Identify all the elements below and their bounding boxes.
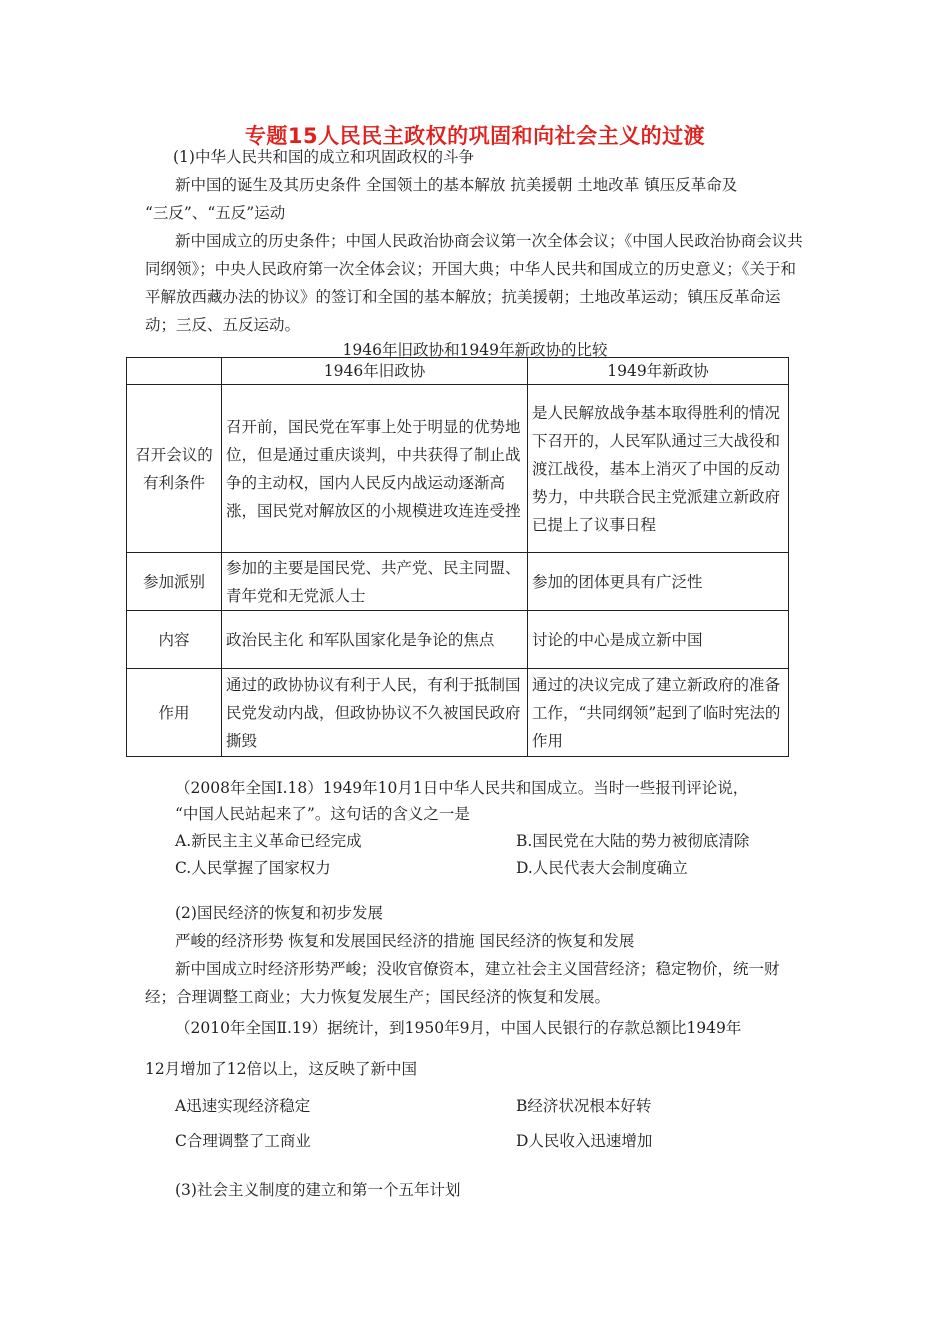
row-old-cell: 召开前，国民党在军事上处于明显的优势地位，但是通过重庆谈判，中共获得了制止战争的主动权，国内人民反内战运动逐渐高涨，国民党对解放区的小规模进攻连连受挫 [222,385,528,553]
section3-heading: (3)社会主义制度的建立和第一个五年计划 [175,1181,461,1199]
question1-option-c: C.人民掌握了国家权力 [175,859,331,877]
row-label: 作用 [127,669,222,757]
table-header-old: 1946年旧政协 [222,358,528,385]
question2-option-b: B经济状况根本好转 [516,1097,652,1115]
question2-option-c: C合理调整了工商业 [175,1132,311,1150]
section2-content: 新中国成立时经济形势严峻；没收官僚资本，建立社会主义国营经济；稳定物价，统一财经；合理调整工商业；大力恢复发展生产；国民经济的恢复和发展。 [145,960,780,1006]
table-caption: 1946年旧政协和1949年新政协的比较 [342,341,608,359]
table-row [127,611,789,669]
table-row [127,385,789,553]
question1-option-a: A.新民主主义革命已经完成 [175,832,362,850]
table-header-row [127,358,789,385]
page-title: 专题15人民民主政权的巩固和向社会主义的过渡 [244,124,706,148]
section2-heading: (2)国民经济的恢复和初步发展 [175,904,383,922]
question2-option-d: D人民收入迅速增加 [516,1132,653,1150]
question2-stem-line1: （2010年全国Ⅱ.19）据统计，到1950年9月，中国人民银行的存款总额比1949年 [175,1019,742,1037]
section1-topics-line1: 新中国的诞生及其历史条件 全国领土的基本解放 抗美援朝 土地改革 镇压反革命及 [175,176,738,194]
row-old-cell: 参加的主要是国民党、共产党、民主同盟、青年党和无党派人士 [222,553,528,611]
question1-stem-line1: （2008年全国Ⅰ.18）1949年10月1日中华人民共和国成立。当时一些报刊评论说， [175,779,749,797]
section2-topics: 严峻的经济形势 恢复和发展国民经济的措施 国民经济的恢复和发展 [175,932,635,950]
question1-stem-line2: “中国人民站起来了”。这句话的含义之一是 [175,805,470,823]
table-header-empty [127,358,222,385]
row-label: 召开会议的有利条件 [127,385,222,553]
table-header-new: 1949年新政协 [528,358,789,385]
question1-option-d: D.人民代表大会制度确立 [516,859,688,877]
row-new-cell: 参加的团体更具有广泛性 [528,553,789,611]
row-label: 内容 [127,611,222,669]
question2-stem-line2: 12月增加了12倍以上，这反映了新中国 [145,1060,417,1078]
section1-topics-line2: “三反”、“五反”运动 [145,204,286,222]
row-old-cell: 通过的政协协议有利于人民，有利于抵制国民党发动内战，但政协协议不久被国民政府撕毁 [222,669,528,757]
question2-option-a: A迅速实现经济稳定 [175,1097,311,1115]
row-label: 参加派别 [127,553,222,611]
section1-content: 新中国成立的历史条件；中国人民政治协商会议第一次全体会议；《中国人民政治协商会议共同纲领》；中央人民政府第一次全体会议；开国大典；中华人民共和国成立的历史意义；《关于和平解放西藏办法的协议》的签订和全国的基本解放；抗美援朝；土地改革运动；镇压反革命运动；三反、五反运动。 [145,232,803,334]
row-old-cell: 政治民主化 和军队国家化是争论的焦点 [222,611,528,669]
section1-heading: (1)中华人民共和国的成立和巩固政权的斗争 [173,148,474,166]
table-row [127,669,789,757]
row-new-cell: 通过的决议完成了建立新政府的准备工作，“共同纲领”起到了临时宪法的作用 [528,669,789,757]
row-new-cell: 讨论的中心是成立新中国 [528,611,789,669]
table-row [127,553,789,611]
question1-option-b: B.国民党在大陆的势力被彻底清除 [516,832,750,850]
comparison-table [126,357,789,757]
row-new-cell: 是人民解放战争基本取得胜利的情况下召开的，人民军队通过三大战役和渡江战役，基本上消灭了中国的反动势力，中共联合民主党派建立新政府已提上了议事日程 [528,385,789,553]
